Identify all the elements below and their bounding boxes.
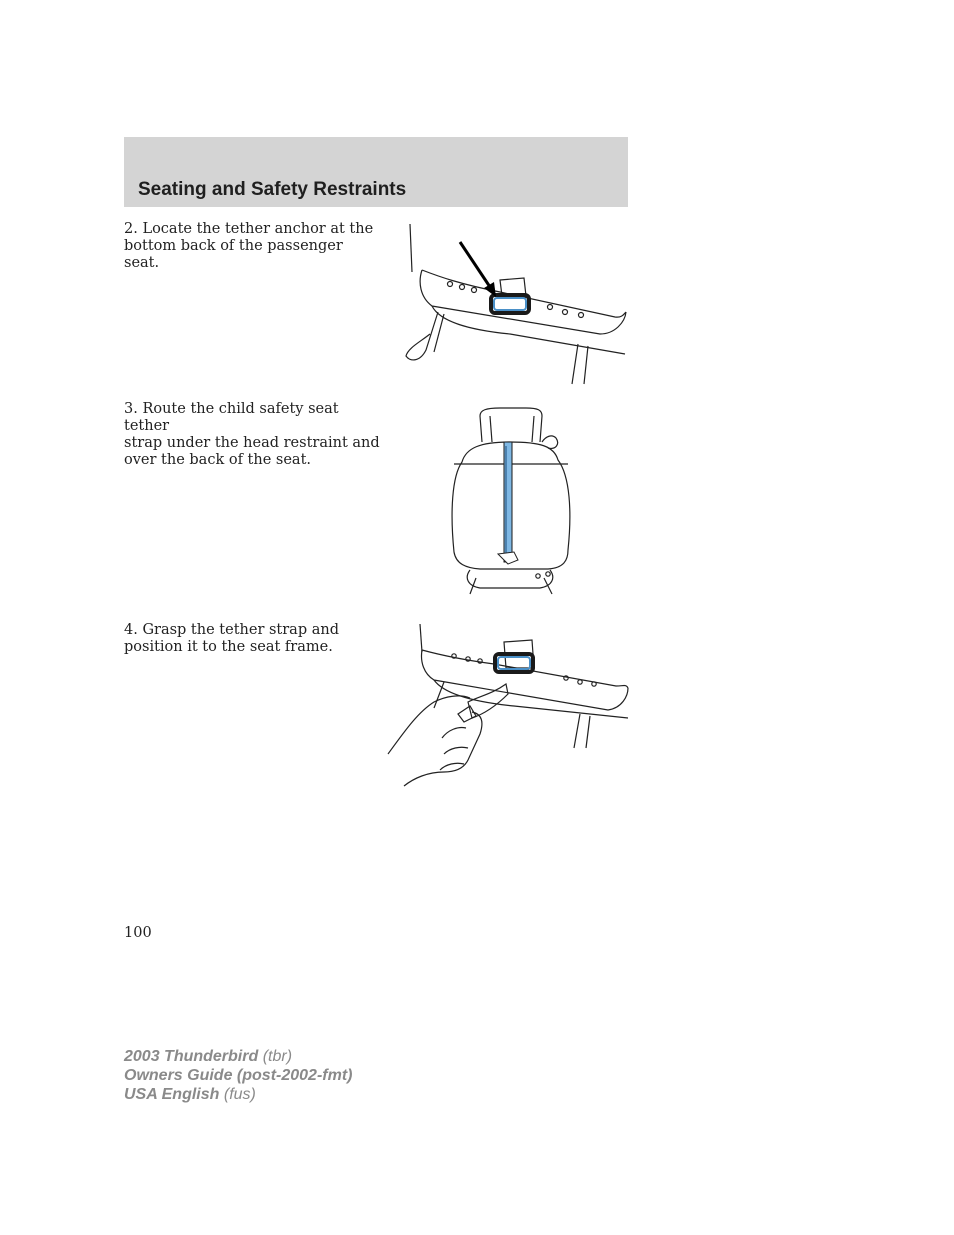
tether-anchor-illustration [400, 222, 630, 392]
page-number: 100 [124, 925, 152, 941]
step-4-text [124, 622, 382, 656]
step-2-text [124, 221, 382, 272]
footer-line-2 [124, 1066, 352, 1085]
step-3-line-2: strap under the head restraint and [124, 435, 380, 451]
footer-line-1 [124, 1047, 352, 1066]
step-4-line-2: position it to the seat frame. [124, 639, 333, 655]
footer-language-code: (fus) [219, 1086, 256, 1103]
seat-back-tether-route-illustration [440, 402, 580, 597]
section-header [124, 137, 628, 207]
footer-language: USA English [124, 1086, 220, 1103]
grasp-tether-strap-illustration [384, 622, 630, 790]
document-footer [124, 1047, 352, 1104]
step-4-line-1: 4. Grasp the tether strap and [124, 622, 339, 638]
step-3-line-1: 3. Route the child safety seat tether [124, 401, 339, 434]
step-3-line-3: over the back of the seat. [124, 452, 312, 468]
step-2-line-1: 2. Locate the tether anchor at the [124, 221, 374, 237]
footer-line-3 [124, 1085, 352, 1104]
footer-guide: Owners Guide (post-2002-fmt) [124, 1067, 353, 1084]
footer-model: 2003 Thunderbird [124, 1048, 259, 1065]
footer-model-code: (tbr) [258, 1048, 293, 1065]
step-3-text [124, 401, 382, 469]
step-2-line-2: bottom back of the passenger seat. [124, 238, 343, 271]
section-title: Seating and Safety Restraints [138, 179, 407, 200]
